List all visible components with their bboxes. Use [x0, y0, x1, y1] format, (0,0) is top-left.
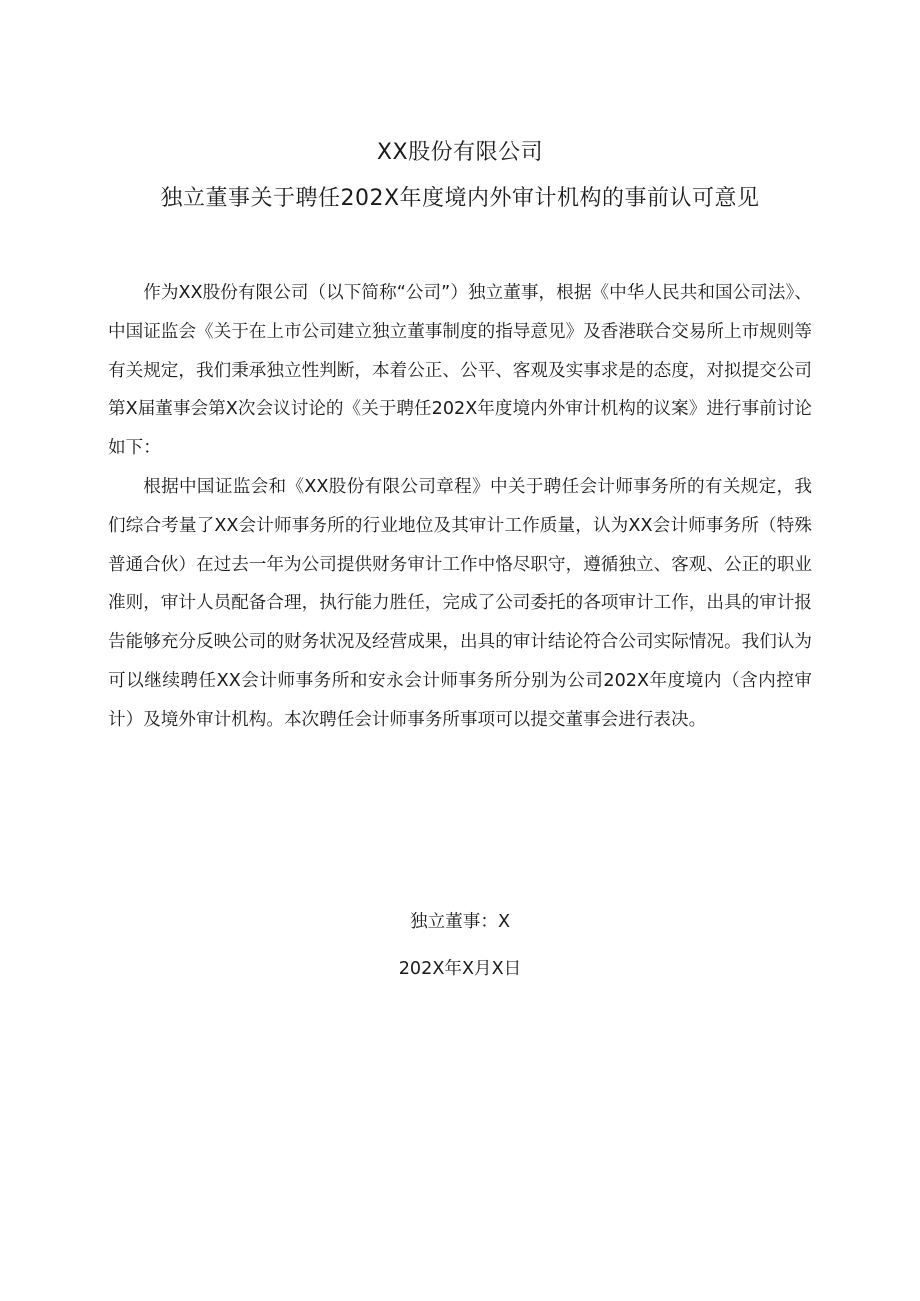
document-body [108, 274, 812, 740]
body-paragraph-1: 作为XX股份有限公司（以下简称“公司”）独立董事，根据《中华人民共和国公司法》、中国证监会《关于在上市公司建立独立董事制度的指导意见》及香港联合交易所上市规则等有关规定，我们秉承独立性判断，本着公正、公平、客观及实事求是的态度，对拟提交公司第X届董事会第X次会议讨论的《关于聘任202X年度境内外审计机构的议案》进行事前讨论如下： [108, 283, 812, 459]
document-title: 独立董事关于聘任202X年度境内外审计机构的事前认可意见 [160, 186, 760, 211]
body-paragraph-2: 根据中国证监会和《XX股份有限公司章程》中关于聘任会计师事务所的有关规定，我们综合考量了XX会计师事务所的行业地位及其审计工作质量，认为XX会计师事务所（特殊普通合伙）在过去一年为公司提供财务审计工作中恪尽职守，遵循独立、客观、公正的职业准则，审计人员配备合理，执行能力胜任，完成了公司委托的各项审计工作，出具的审计报告能够充分反映公司的财务状况及经营成果，出具的审计结论符合公司实际情况。我们认为可以继续聘任XX会计师事务所和安永会计师事务所分别为公司202X年度境内（含内控审计）及境外审计机构。本次聘任会计师事务所事项可以提交董事会进行表决。 [108, 476, 812, 730]
signer-line: 独立董事：X [409, 912, 511, 932]
company-title: XX股份有限公司 [376, 140, 544, 165]
date-line: 202X年X月X日 [398, 959, 522, 979]
document-title-block [0, 130, 920, 222]
